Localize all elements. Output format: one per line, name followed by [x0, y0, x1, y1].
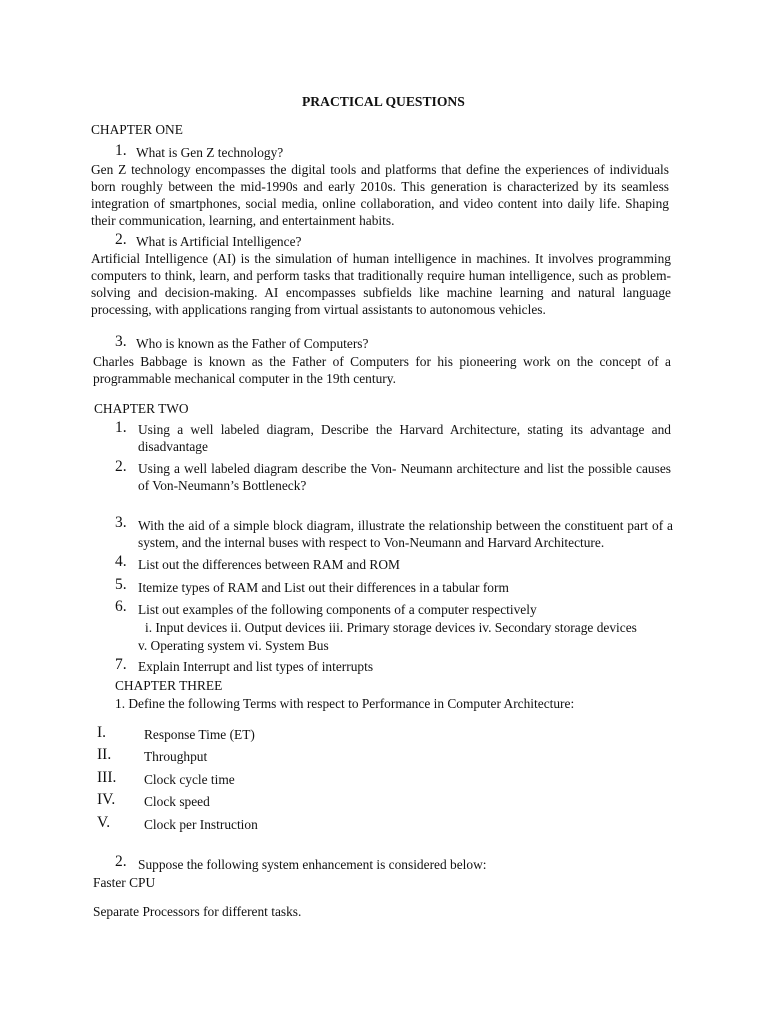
ch2-item-3-text: With the aid of a simple block diagram, illustrate the relationship between the constituent part of a system, and the internal buses with respect to Von-Neumann and Harvard Architecture. [138, 518, 673, 550]
ch1-q2-answer: Artificial Intelligence (AI) is the simulation of human intelligence in machines. It involves programming computers to think, learn, and perform tasks that traditionally require human intelligence, such as problem-solving and decision-making. AI encompasses subfields like machine learning and natural language processing, with applications ranging from virtual assistants to autonomous vehicles. [91, 251, 671, 317]
ch3-term-1-text: Response Time (ET) [144, 727, 255, 742]
ch3-q2-text: Suppose the following system enhancement is considered below: [138, 857, 487, 872]
ch2-item-6-sublist-2: v. Operating system vi. System Bus [138, 638, 329, 653]
ch2-item-2-number: 2. [115, 458, 127, 475]
ch3-q2-number: 2. [115, 853, 127, 870]
ch3-term-3-text: Clock cycle time [144, 772, 235, 787]
ch2-item-4-number: 4. [115, 553, 127, 570]
ch2-item-4-text: List out the differences between RAM and ROM [138, 557, 400, 572]
ch2-item-6-text: List out examples of the following components of a computer respectively [138, 602, 537, 617]
ch1-q3-answer: Charles Babbage is known as the Father of Computers for his pioneering work on the concept of a programmable mechanical computer in the 19th century. [93, 354, 671, 386]
ch3-term-4-numeral: IV. [97, 791, 116, 808]
ch2-item-6-number: 6. [115, 598, 127, 615]
ch1-q1-answer: Gen Z technology encompasses the digital tools and platforms that define the experiences of individuals born roughly between the mid-1990s and early 2010s. This generation is characterized by its seamless integration of smartphones, social media, online collaboration, and video content into daily life. Shaping their communication, learning, and entertainment habits. [91, 162, 669, 228]
ch2-item-7-number: 7. [115, 656, 127, 673]
ch3-term-3-numeral: III. [97, 769, 117, 786]
ch3-term-2-numeral: II. [97, 746, 112, 763]
ch1-q2-number: 2. [115, 231, 127, 248]
ch1-q1-question: What is Gen Z technology? [136, 145, 284, 160]
ch3-term-5-text: Clock per Instruction [144, 817, 258, 832]
ch3-q1-text: 1. Define the following Terms with respect to Performance in Computer Architecture: [115, 696, 575, 711]
ch1-q3-number: 3. [115, 333, 127, 350]
ch3-term-2-text: Throughput [144, 749, 208, 764]
ch3-term-4-text: Clock speed [144, 794, 210, 809]
ch2-item-5-number: 5. [115, 576, 127, 593]
ch1-q1-number: 1. [115, 142, 127, 159]
ch2-item-7-text: Explain Interrupt and list types of interrupts [138, 659, 374, 674]
ch2-item-2-text: Using a well labeled diagram describe the Von- Neumann architecture and list the possible causes of Von-Neumann’s Bottleneck? [138, 461, 671, 493]
ch1-q3-question: Who is known as the Father of Computers? [136, 336, 369, 351]
ch2-item-5-text: Itemize types of RAM and List out their differences in a tabular form [138, 580, 509, 595]
ch2-item-1-number: 1. [115, 419, 127, 436]
ch3-option-1: Faster CPU [93, 875, 156, 890]
chapter-two-heading: CHAPTER TWO [94, 401, 189, 416]
chapter-one-heading: CHAPTER ONE [91, 122, 183, 137]
ch1-q2-question: What is Artificial Intelligence? [136, 234, 302, 249]
ch3-term-1-numeral: I. [97, 724, 107, 741]
ch3-term-5-numeral: V. [97, 814, 111, 831]
ch2-item-1-text: Using a well labeled diagram, Describe the Harvard Architecture, stating its advantage and disadvantage [138, 422, 671, 454]
ch2-item-6-sublist-1: i. Input devices ii. Output devices iii. Primary storage devices iv. Secondary storage devices [145, 620, 637, 635]
page-title: PRACTICAL QUESTIONS [302, 94, 465, 109]
ch2-item-3-number: 3. [115, 514, 127, 531]
ch3-option-2: Separate Processors for different tasks. [93, 904, 302, 919]
chapter-three-heading: CHAPTER THREE [115, 678, 223, 693]
